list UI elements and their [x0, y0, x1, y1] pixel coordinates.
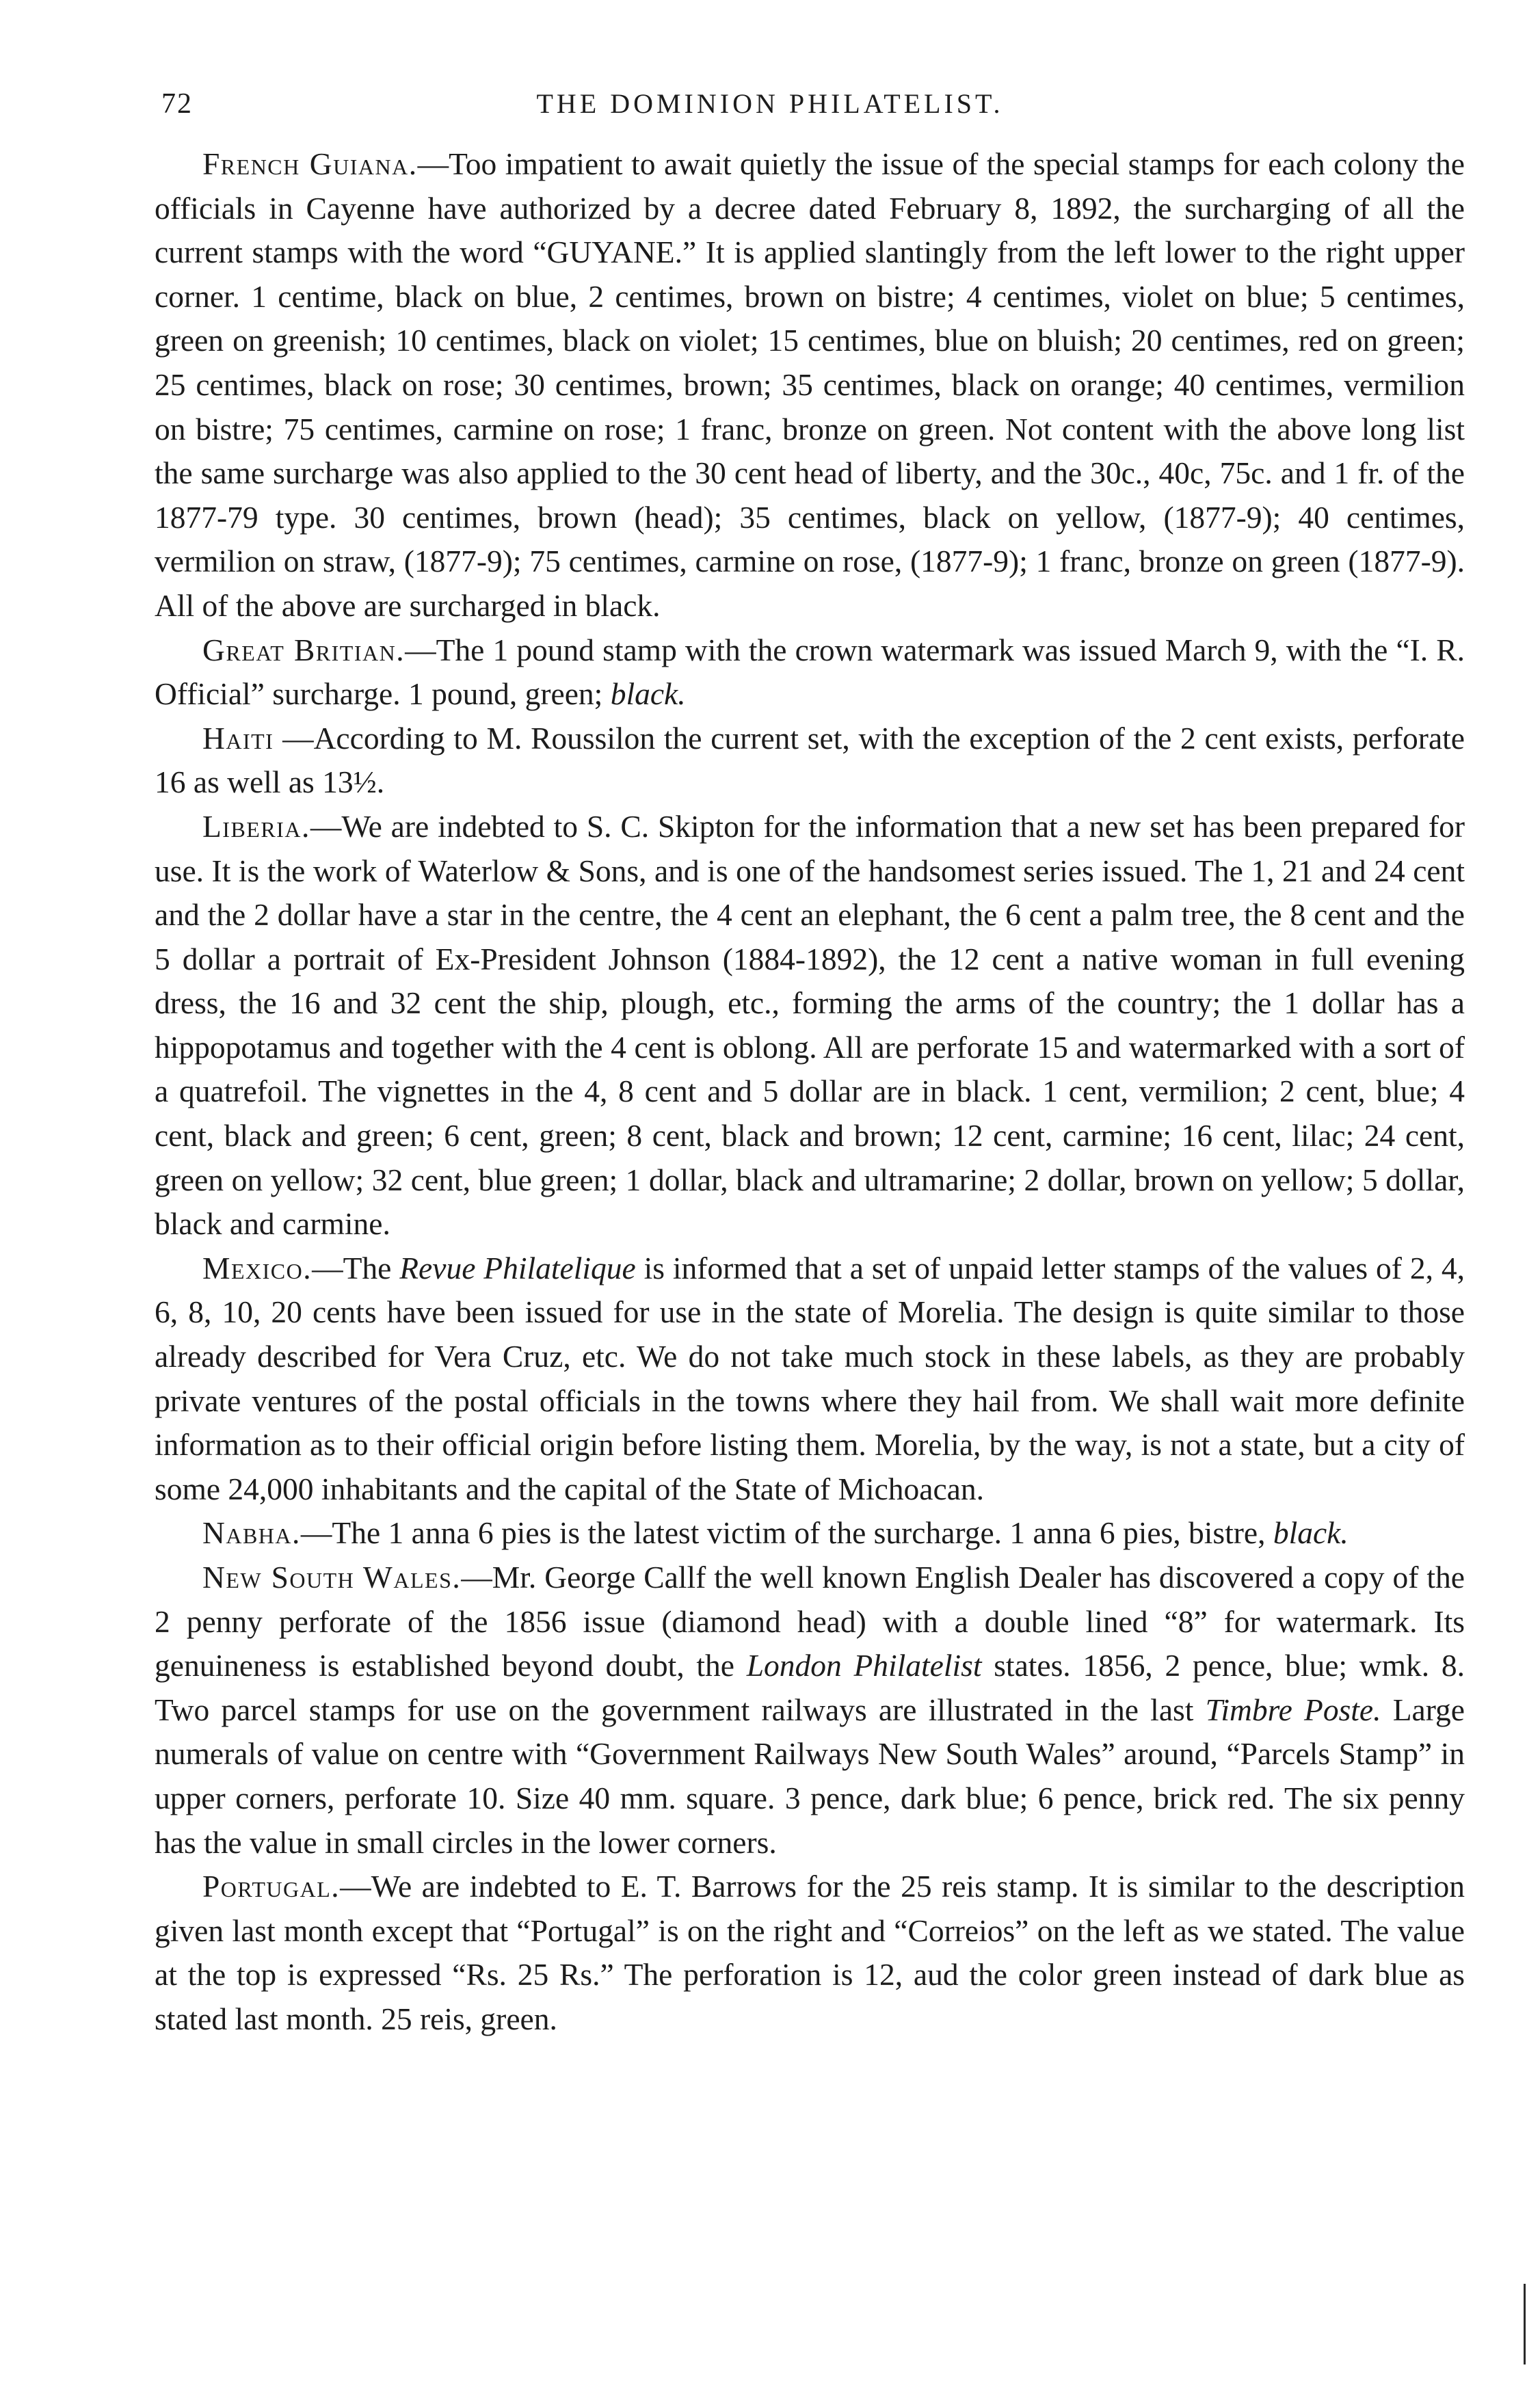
- paragraph-haiti: [155, 717, 1465, 805]
- paragraph-text: states. 1856, 2 pence, blue; wmk. 8. Two parcel stamps for use on the government railways are illustrated in the last: [155, 1648, 1465, 1727]
- paragraph-text: —The 1 anna 6 pies is the latest victim of the surcharge. 1 anna 6 pies, bistre,: [300, 1515, 1273, 1551]
- country-heading: Haiti: [202, 720, 274, 756]
- paragraph-great-britain: [155, 628, 1465, 717]
- paragraph-text: Large numerals of value on centre with “Government Railways New South Wales” around, “Parcels Stamp” in upper corners, perforate 10. Size 40 mm. square. 3 pence, dark blue; 6 pence, brick red. The six penny has the value in small circles in the lower corners.: [155, 1692, 1465, 1860]
- page-number: 72: [161, 88, 193, 120]
- publication-title: London Philatelist: [746, 1648, 982, 1683]
- paragraph-text: —The: [312, 1250, 400, 1285]
- country-heading: Nabha.: [202, 1515, 301, 1551]
- country-heading: French Guiana.: [202, 146, 418, 181]
- paragraph-text: —According to M. Roussilon the current set, with the exception of the 2 cent exists, perforate 16 as well as 13½.: [155, 720, 1465, 800]
- page-header: [0, 88, 1540, 129]
- country-heading: Mexico.: [202, 1250, 313, 1285]
- country-heading: Portugal.: [202, 1869, 341, 1904]
- paragraph-text: is informed that a set of unpaid letter stamps of the values of 2, 4, 6, 8, 10, 20 cents have been issued for use in the state of Morelia. The design is quite similar to those already described for Vera Cruz, etc. We do not take much stock in these labels, as they are probably private ventures of the postal officials in the towns where they hail from. We shall wait more definite information as to their official origin before listing them. Morelia, by the way, is not a state, but a city of some 24,000 inhabitants and the capital of the State of Michoacan.: [155, 1250, 1465, 1506]
- article-body: [155, 142, 1465, 2042]
- paragraph-text: —We are indebted to S. C. Skipton for the information that a new set has been prepared for use. It is the work of Waterlow & Sons, and is one of the handsomest series issued. The 1, 21 and 24 cent and the 2 dollar have a star in the centre, the 4 cent an elephant, the 6 cent a palm tree, the 8 cent and the 5 dollar a portrait of Ex-President Johnson (1884-1892), the 12 cent a native woman in full evening dress, the 16 and 32 cent the ship, plough, etc., forming the arms of the country; the 1 dollar has a hippopotamus and together with the 4 cent is oblong. All are perforate 15 and watermarked with a sort of a quatrefoil. The vignettes in the 4, 8 cent and 5 dollar are in black. 1 cent, vermilion; 2 cent, blue; 4 cent, black and green; 6 cent, green; 8 cent, black and brown; 12 cent, carmine; 16 cent, lilac; 24 cent, green on yellow; 32 cent, blue green; 1 dollar, black and ultramarine; 2 dollar, brown on yellow; 5 dollar, black and carmine.: [155, 808, 1465, 1242]
- italic-text: black.: [610, 676, 686, 712]
- paragraph-new-south-wales: [155, 1556, 1465, 1865]
- paragraph-portugal: [155, 1865, 1465, 2041]
- paragraph-nabha: [155, 1511, 1465, 1556]
- paragraph-text: —Too impatient to await quietly the issue of the special stamps for each colony the officials in Cayenne have authorized by a decree dated February 8, 1892, the surcharging of all the current stamps with the word “GUYANE.” It is applied slantingly from the left lower to the right upper corner. 1 centime, black on blue, 2 centimes, brown on bistre; 4 centimes, violet on blue; 5 centimes, green on greenish; 10 centimes, black on violet; 15 centimes, blue on bluish; 20 centimes, red on green; 25 centimes, black on rose; 30 centimes, brown; 35 centimes, black on orange; 40 centimes, vermilion on bistre; 75 centimes, carmine on rose; 1 franc, bronze on green. Not content with the above long list the same surcharge was also applied to the 30 cent head of liberty, and the 30c., 40c, 75c. and 1 fr. of the 1877-79 type. 30 centimes, brown (head); 35 centimes, black on yellow, (1877-9); 40 centimes, vermilion on straw, (1877-9); 75 centimes, carmine on rose, (1877-9); 1 franc, bronze on green (1877-9). All of the above are surcharged in black.: [155, 146, 1465, 623]
- paragraph-text: —The 1 pound stamp with the crown watermark was issued March 9, with the “I. R. Official” surcharge. 1 pound, green;: [155, 632, 1465, 712]
- publication-title: Revue Philatelique: [399, 1250, 636, 1285]
- publication-title: Timbre Poste.: [1205, 1692, 1381, 1727]
- country-heading: New South Wales.: [202, 1560, 462, 1595]
- running-title: THE DOMINION PHILATELIST.: [536, 88, 1004, 119]
- paragraph-text: —We are indebted to E. T. Barrows for the 25 reis stamp. It is similar to the description given last month except that “Portugal” is on the right and “Correios” on the left as we stated. The value at the top is expressed “Rs. 25 Rs.” The perforation is 12, aud the color green instead of dark blue as stated last month. 25 reis, green.: [155, 1869, 1465, 2036]
- paragraph-mexico: [155, 1247, 1465, 1512]
- paragraph-liberia: [155, 805, 1465, 1247]
- country-heading: Liberia.: [202, 808, 310, 844]
- paragraph-french-guiana: [155, 142, 1465, 628]
- scan-edge-rule: [1524, 2284, 1526, 2364]
- country-heading: Great Britian.: [202, 632, 406, 667]
- paragraph-text: —Mr. George Callf the well known English Dealer has discovered a copy of the 2 penny perforate of the 1856 issue (diamond head) with a double lined “8” for watermark. Its genuineness is established beyond doubt, the: [155, 1560, 1465, 1683]
- italic-text: black.: [1273, 1515, 1349, 1551]
